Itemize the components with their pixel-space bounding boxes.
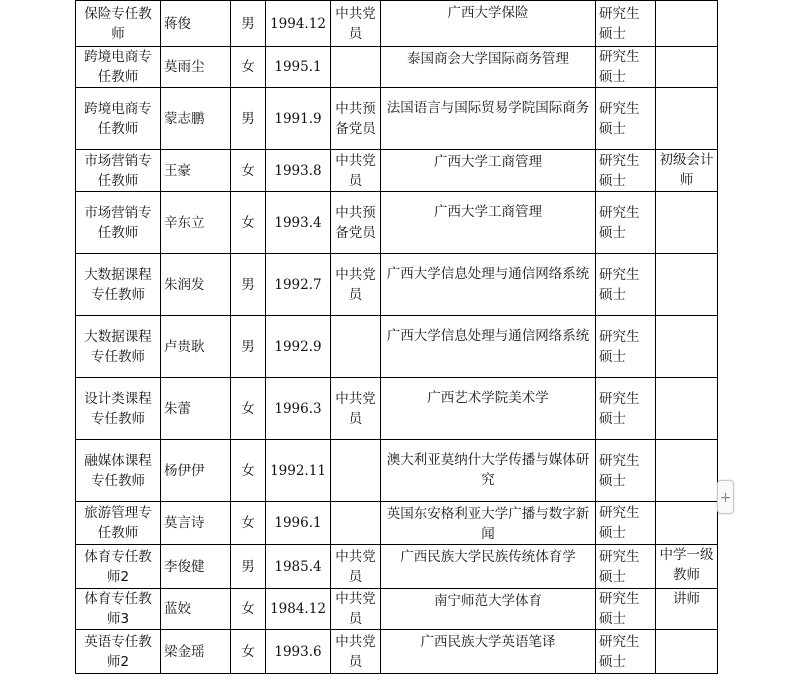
position-cell: 体育专任教师3	[76, 589, 161, 630]
degree-cell: 研究生硕士	[596, 47, 656, 88]
extra-cell	[656, 378, 718, 440]
birth-cell: 1994.12	[266, 1, 331, 47]
plus-icon: +	[719, 490, 732, 506]
birth-cell: 1985.4	[266, 545, 331, 589]
school-cell: 广西艺术学院美术学	[381, 378, 596, 440]
name-cell: 朱蕾	[161, 378, 231, 440]
extra-cell: 中学一级教师	[656, 545, 718, 589]
table-row	[76, 589, 718, 630]
table-row	[76, 378, 718, 440]
birth-cell: 1992.9	[266, 316, 331, 378]
birth-cell: 1984.12	[266, 589, 331, 630]
position-cell: 融媒体课程专任教师	[76, 440, 161, 502]
gender-cell: 女	[231, 630, 266, 674]
gender-cell: 男	[231, 316, 266, 378]
table-row	[76, 440, 718, 502]
name-cell: 朱润发	[161, 254, 231, 316]
position-cell: 跨境电商专任教师	[76, 47, 161, 88]
birth-cell: 1996.3	[266, 378, 331, 440]
name-cell: 蒙志鹏	[161, 88, 231, 150]
table-row	[76, 47, 718, 88]
name-cell: 杨伊伊	[161, 440, 231, 502]
gender-cell: 女	[231, 192, 266, 254]
degree-cell: 研究生硕士	[596, 440, 656, 502]
table-row	[76, 150, 718, 192]
party-cell	[331, 316, 381, 378]
extra-cell: 讲师	[656, 589, 718, 630]
party-cell: 中共预备党员	[331, 192, 381, 254]
table-row	[76, 502, 718, 545]
gender-cell: 女	[231, 589, 266, 630]
staff-table	[75, 0, 718, 674]
position-cell: 跨境电商专任教师	[76, 88, 161, 150]
school-cell: 南宁师范大学体育	[381, 589, 596, 630]
degree-cell: 研究生硕士	[596, 192, 656, 254]
table-row	[76, 316, 718, 378]
extra-cell	[656, 192, 718, 254]
school-cell: 广西大学保险	[381, 1, 596, 47]
birth-cell: 1992.11	[266, 440, 331, 502]
position-cell: 大数据课程专任教师	[76, 316, 161, 378]
extra-cell	[656, 316, 718, 378]
table-row	[76, 192, 718, 254]
party-cell: 中共党员	[331, 1, 381, 47]
party-cell	[331, 502, 381, 545]
school-cell: 广西民族大学民族传统体育学	[381, 545, 596, 589]
extra-cell	[656, 502, 718, 545]
gender-cell: 男	[231, 1, 266, 47]
party-cell: 中共党员	[331, 545, 381, 589]
birth-cell: 1995.1	[266, 47, 331, 88]
position-cell: 体育专任教师2	[76, 545, 161, 589]
extra-cell	[656, 630, 718, 674]
extra-cell	[656, 88, 718, 150]
name-cell: 莫雨尘	[161, 47, 231, 88]
extra-cell	[656, 440, 718, 502]
gender-cell: 男	[231, 545, 266, 589]
position-cell: 市场营销专任教师	[76, 192, 161, 254]
position-cell: 保险专任教师	[76, 1, 161, 47]
name-cell: 王豪	[161, 150, 231, 192]
table-row	[76, 88, 718, 150]
party-cell: 中共党员	[331, 150, 381, 192]
degree-cell: 研究生硕士	[596, 88, 656, 150]
school-cell: 广西大学信息处理与通信网络系统	[381, 316, 596, 378]
extra-cell	[656, 47, 718, 88]
party-cell	[331, 47, 381, 88]
school-cell: 泰国商会大学国际商务管理	[381, 47, 596, 88]
expand-button[interactable]	[717, 480, 734, 514]
party-cell: 中共党员	[331, 378, 381, 440]
gender-cell: 女	[231, 47, 266, 88]
name-cell: 卢贵耿	[161, 316, 231, 378]
school-cell: 广西大学工商管理	[381, 150, 596, 192]
gender-cell: 女	[231, 502, 266, 545]
degree-cell: 研究生硕士	[596, 316, 656, 378]
school-cell: 广西大学工商管理	[381, 192, 596, 254]
position-cell: 大数据课程专任教师	[76, 254, 161, 316]
table-row	[76, 545, 718, 589]
staff-table-body	[76, 1, 718, 674]
degree-cell: 研究生硕士	[596, 1, 656, 47]
gender-cell: 男	[231, 88, 266, 150]
name-cell: 蒋俊	[161, 1, 231, 47]
degree-cell: 研究生硕士	[596, 589, 656, 630]
name-cell: 李俊健	[161, 545, 231, 589]
birth-cell: 1991.9	[266, 88, 331, 150]
gender-cell: 女	[231, 378, 266, 440]
table-row	[76, 254, 718, 316]
position-cell: 旅游管理专任教师	[76, 502, 161, 545]
position-cell: 英语专任教师2	[76, 630, 161, 674]
table-row	[76, 630, 718, 674]
birth-cell: 1993.4	[266, 192, 331, 254]
birth-cell: 1993.8	[266, 150, 331, 192]
table-row	[76, 1, 718, 47]
degree-cell: 研究生硕士	[596, 502, 656, 545]
school-cell: 广西民族大学英语笔译	[381, 630, 596, 674]
degree-cell: 研究生硕士	[596, 378, 656, 440]
party-cell: 中共预备党员	[331, 88, 381, 150]
birth-cell: 1992.7	[266, 254, 331, 316]
degree-cell: 研究生硕士	[596, 545, 656, 589]
degree-cell: 研究生硕士	[596, 254, 656, 316]
party-cell	[331, 440, 381, 502]
extra-cell	[656, 254, 718, 316]
school-cell: 澳大利亚莫纳什大学传播与媒体研究	[381, 440, 596, 502]
birth-cell: 1993.6	[266, 630, 331, 674]
school-cell: 英国东安格利亚大学广播与数字新闻	[381, 502, 596, 545]
position-cell: 设计类课程专任教师	[76, 378, 161, 440]
name-cell: 梁金瑶	[161, 630, 231, 674]
degree-cell: 研究生硕士	[596, 150, 656, 192]
degree-cell: 研究生硕士	[596, 630, 656, 674]
name-cell: 辛东立	[161, 192, 231, 254]
school-cell: 广西大学信息处理与通信网络系统	[381, 254, 596, 316]
party-cell: 中共党员	[331, 254, 381, 316]
name-cell: 蓝姣	[161, 589, 231, 630]
gender-cell: 女	[231, 150, 266, 192]
gender-cell: 女	[231, 440, 266, 502]
party-cell: 中共党员	[331, 589, 381, 630]
position-cell: 市场营销专任教师	[76, 150, 161, 192]
birth-cell: 1996.1	[266, 502, 331, 545]
party-cell: 中共党员	[331, 630, 381, 674]
gender-cell: 男	[231, 254, 266, 316]
school-cell: 法国语言与国际贸易学院国际商务	[381, 88, 596, 150]
extra-cell	[656, 1, 718, 47]
name-cell: 莫言诗	[161, 502, 231, 545]
extra-cell: 初级会计师	[656, 150, 718, 192]
